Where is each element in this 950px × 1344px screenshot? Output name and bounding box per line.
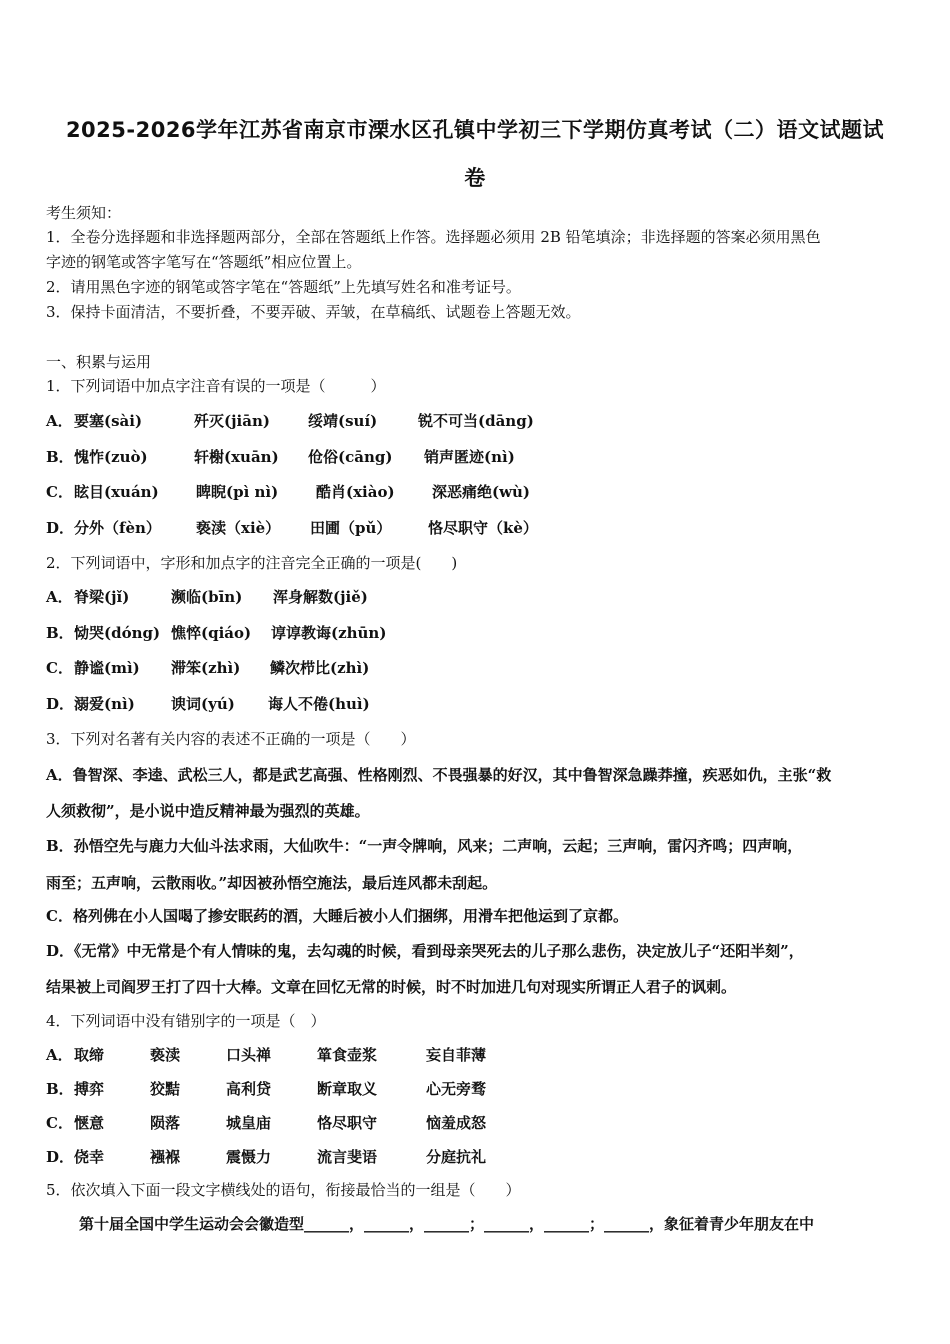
option-word: 分外（fèn） [74,519,161,537]
question-2-stem: 2．下列词语中，字形和加点字的注音完全正确的一项是( ) [46,554,458,572]
option-word: 狡黠 [150,1080,181,1098]
option-label: D． [46,1148,75,1166]
exam-title-line1: 2025-2026学年江苏省南京市溧水区孔镇中学初三下学期仿真考试（二）语文试题试 [65,118,885,142]
option-word: 分庭抗礼 [426,1148,487,1166]
option-word: 濒临(bīn) [171,588,243,606]
option-word: 心无旁骛 [426,1080,487,1098]
q3-option-d[interactable]: D．《无常》中无常是个有人情味的鬼，去勾魂的时候，看到母亲哭死去的儿子那么悲伤，决定放儿子“还阳半刻”， [46,942,804,960]
option-word: 锐不可当(dāng) [418,412,534,430]
option-word: 销声匿迹(nì) [424,448,515,466]
option-word: 歼灭(jiān) [194,412,270,430]
option-word: 妄自菲薄 [426,1046,487,1064]
option-word: 眩目(xuán) [74,483,159,501]
option-label: B． [46,448,74,466]
q3-option-c[interactable]: C．格列佛在小人国喝了掺安眠药的酒，大睡后被小人们捆绑，用滑车把他运到了京都。 [46,907,628,925]
option-word: 震慑力 [226,1148,272,1166]
option-word: 溺爱(nì) [74,695,135,713]
option-word: 静谧(mì) [74,659,140,677]
option-word: 恪尽职守（kè） [428,519,538,537]
q3-option-b-cont: 雨至；五声响，云散雨收。”却因被孙悟空施法，最后连风都未刮起。 [46,874,498,892]
option-word: 浑身解数(jiě) [273,588,368,606]
option-word: 绥靖(suí) [308,412,378,430]
option-word: 取缔 [74,1046,105,1064]
section-heading: 一、积累与运用 [46,353,152,371]
option-word: 脊梁(jǐ) [74,588,130,606]
option-word: 口头禅 [226,1046,272,1064]
notice-line: 2．请用黑色字迹的钢笔或答字笔在“答题纸”上先填写姓名和准考证号。 [46,278,521,296]
q5-passage: 第十届全国中学生运动会会徽造型______，______，______；______，______；______，象征着青少年朋友在中 [79,1215,815,1233]
option-word: 憔悴(qiáo) [171,624,252,642]
option-word: 襁褓 [150,1148,181,1166]
question-4-stem: 4．下列词语中没有错别字的一项是（ ） [46,1012,326,1030]
option-label: B． [46,1080,74,1098]
option-word: 轩榭(xuān) [194,448,279,466]
option-word: 谀词(yú) [171,695,235,713]
option-label: B． [46,624,74,642]
option-label: D． [46,695,75,713]
option-word: 伧俗(cāng) [308,448,393,466]
option-word: 要塞(sài) [74,412,143,430]
option-label: A． [46,412,73,430]
option-word: 深恶痛绝(wù) [432,483,531,501]
question-5-stem: 5．依次填入下面一段文字横线处的语句，衔接最恰当的一组是（ ） [46,1181,521,1199]
option-word: 诲人不倦(huì) [268,695,370,713]
notice-line: 3．保持卡面清洁，不要折叠，不要弄破、弄皱，在草稿纸、试题卷上答题无效。 [46,303,581,321]
option-word: 惬意 [74,1114,105,1132]
exam-title-line2: 卷 [464,166,486,190]
option-label: D． [46,519,75,537]
option-word: 侥幸 [74,1148,105,1166]
option-word: 恸哭(dóng) [74,624,161,642]
option-label: C． [46,1114,73,1132]
option-word: 陨落 [150,1114,181,1132]
notice-line: 字迹的钢笔或答字笔写在“答题纸”相应位置上。 [46,253,362,271]
option-word: 滞笨(zhì) [171,659,241,677]
option-label: C． [46,659,73,677]
option-label: A． [46,1046,73,1064]
option-word: 鳞次栉比(zhì) [270,659,370,677]
option-word: 睥睨(pì nì) [196,483,279,501]
option-word: 搏弈 [74,1080,105,1098]
option-label: C． [46,483,73,501]
option-word: 箪食壶浆 [317,1046,378,1064]
q3-option-d-cont: 结果被上司阎罗王打了四十大棒。文章在回忆无常的时候，时不时加进几句对现实所谓正人君子的讽刺。 [46,978,737,996]
q3-option-b[interactable]: B．孙悟空先与鹿力大仙斗法求雨，大仙吹牛：“一声令牌响，风来；二声响，云起；三声响，雷闪齐鸣；四声响， [46,837,803,855]
option-word: 流言斐语 [317,1148,378,1166]
option-word: 高利贷 [226,1080,272,1098]
q3-option-a[interactable]: A．鲁智深、李逵、武松三人，都是武艺高强、性格刚烈、不畏强暴的好汉，其中鲁智深急躁莽撞，疾恶如仇，主张“救 [46,766,832,784]
option-word: 田圃（pǔ） [310,519,392,537]
question-3-stem: 3．下列对名著有关内容的表述不正确的一项是（ ） [46,730,416,748]
option-word: 断章取义 [317,1080,378,1098]
question-1-stem: 1．下列词语中加点字注音有误的一项是（ ） [46,377,386,395]
option-label: A． [46,588,73,606]
option-word: 恪尽职守 [317,1114,378,1132]
option-word: 亵渎（xiè） [196,519,281,537]
option-word: 酷肖(xiào) [316,483,395,501]
notice-heading: 考生须知： [46,204,122,222]
notice-line: 1．全卷分选择题和非选择题两部分，全部在答题纸上作答。选择题必须用 2B 铅笔填涂；非选择题的答案必须用黑色 [46,228,821,246]
option-word: 愧怍(zuò) [74,448,148,466]
option-word: 谆谆教诲(zhūn) [271,624,387,642]
q3-option-a-cont: 人须救彻”，是小说中造反精神最为强烈的英雄。 [46,802,370,820]
option-word: 城皇庙 [226,1114,272,1132]
option-word: 恼羞成怒 [426,1114,487,1132]
option-word: 亵渎 [150,1046,181,1064]
